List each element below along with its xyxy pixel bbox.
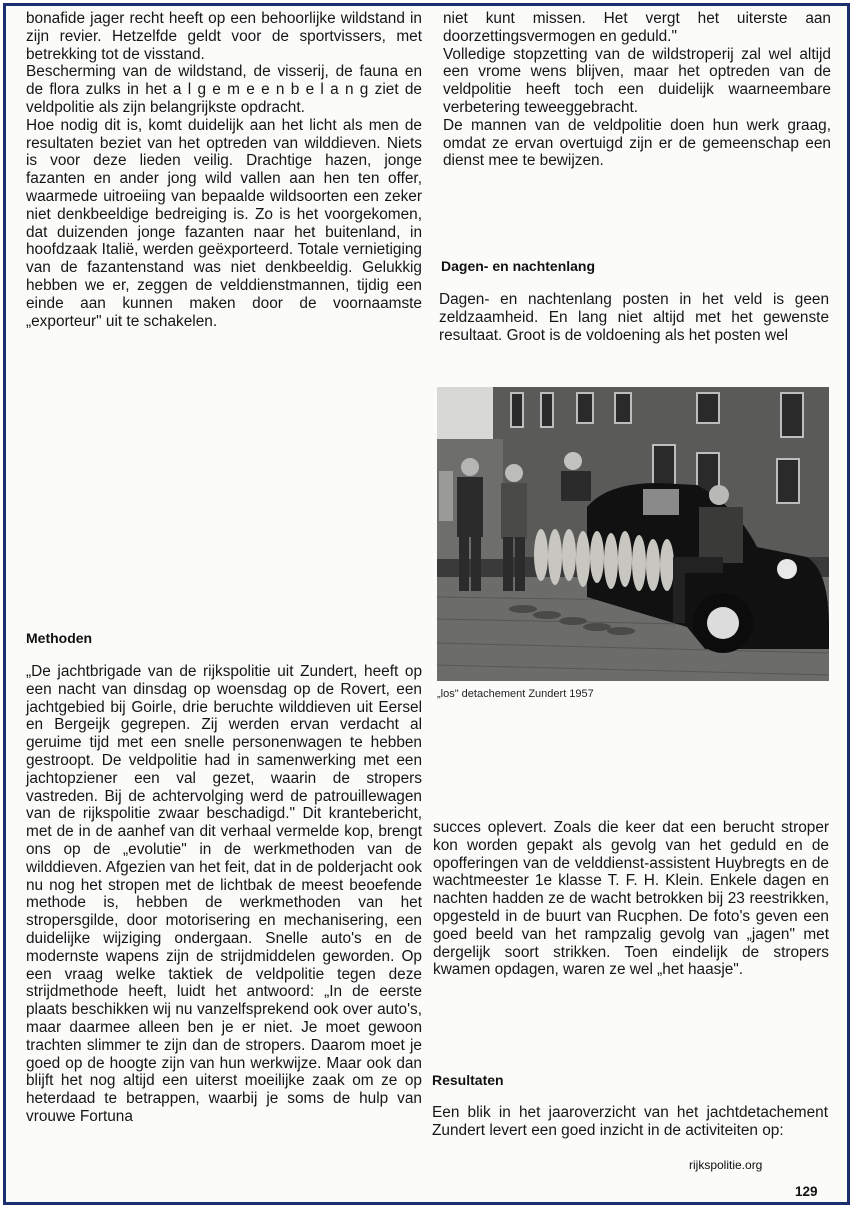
right-column-succes-text: succes oplevert. Zoals die keer dat een berucht stroper kon worden gepakt als gevolg van het geduld en de opofferingen van de velddienst-assistent Huybregts en de wachtmeester 1e klasse T. F. H. Klein. Enkele dagen en nachten hadden ze de wacht betrokken bij 23 reestrikken, opgesteld in de buurt van Rucphen. De foto's geven een goed beeld van het rampzalig gevolg van „jagen" met dergelijk soort strikken. Toen eindelijk de stropers kwamen opdagen, waren ze wel „het haasje". bbox=[433, 819, 829, 979]
photo-illustration bbox=[437, 387, 829, 681]
heading-dagen-en-nachtenlang: Dagen- en nachtenlang bbox=[441, 258, 596, 274]
heading-resultaten: Resultaten bbox=[432, 1072, 504, 1088]
left-column-intro-text: bonafide jager recht heeft op een behoorlijke wildstand in zijn revier. Hetzelfde geldt voor de sportvissers, met betrekking tot de visstand. Bescherming van de wildstand, de visserij, de fauna en de flora zulks in het a l g e m e e n b e l a n g ziet de veldpolitie als zijn belangrijkste opdracht. Hoe nodig dit is, komt duidelijk aan het licht als men de resultaten beziet van het optreden van wilddieven. Niets is voor deze lieden veilig. Drachtige hazen, jonge fazanten en ander jong wild vallen aan hen ten offer, waarmede uitroeiing van bepaalde wildsoorten een zeker niet denkbeeldige bedreiging is. Zo is het voorgekomen, dat duizenden jonge fazanten naar het buitenland, in hoofdzaak Italië, werden geëxporteerd. Totale vernietiging van de fazantenstand was niet denkbeeldig. Gelukkig hebben we er, zeggen de velddienstmannen, tijdig een einde aan kunnen maken door de voornaamste „exporteur" uit te schakelen. bbox=[26, 10, 422, 330]
website-watermark: rijkspolitie.org bbox=[689, 1158, 763, 1172]
right-column-resultaten-text: Een blik in het jaaroverzicht van het jachtdetachement Zundert levert een goed inzicht in de activiteiten op: bbox=[432, 1104, 828, 1139]
page-number: 129 bbox=[795, 1184, 818, 1199]
document-page bbox=[11, 7, 837, 1201]
photo-poachers-car-hares bbox=[437, 387, 829, 681]
left-column-methoden-text: „De jachtbrigade van de rijkspolitie uit Zundert, heeft op een nacht van dinsdag op woensdag op de Rovert, een jachtgebied bij Goirle, drie beruchte wilddieven uit Eersel en Bergeijk gegrepen. Zij werden ervan verdacht al geruime tijd met een snelle personenwagen te hebben gestroopt. De veldpolitie had in samenwerking met een jachtopziener een val gezet, waarin de stropers vastreden. Bij de achtervolging werd de patrouillewagen van de rijkspolitie zwaar beschadigd." Dit krantebericht, met de in de aanhef van dit verhaal vermelde kop, brengt ons op de „evolutie" in de werkmethoden van de wilddieven. Afgezien van het feit, dat in de polderjacht ook nu nog het stropen met de lichtbak de meest beoefende methode is, hebben de werkmethoden van het stropersgilde, door motorisering en mechanisering, een duidelijke wijziging ondergaan. Snelle auto's en de modernste wapens zijn de strijdmiddelen geworden. Op een vraag welke taktiek de veldpolitie tegen deze strijdmethode heeft, luidt het antwoord: „In de eerste plaats beschikken wij nu vanzelfsprekend ook over auto's, maar daarmee alleen ben je er niet. Je moet gewoon trachten slimmer te zijn dan de stropers. Daarom moet je goed op de hoogte zijn van hun werkwijze. Maar ook dan blijft het nog altijd een uiterst moeilijke zaak om ze op heterdaad te betrappen, waarbij je soms de hulp van vrouwe Fortuna bbox=[26, 663, 422, 1125]
heading-methoden: Methoden bbox=[26, 630, 93, 646]
photo-caption: „los" detachement Zundert 1957 bbox=[437, 688, 594, 700]
right-column-dagen-text: Dagen- en nachtenlang posten in het veld is geen zeldzaamheid. En lang niet altijd met het gewenste resultaat. Groot is de voldoening als het posten wel bbox=[439, 291, 829, 344]
right-column-intro-text: niet kunt missen. Het vergt het uiterste aan doorzettingsvermogen en geduld." Volledige stopzetting van de wildstroperij zal wel altijd een vrome wens blijven, maar het optreden van de veldpolitie heeft toch een duidelijk waarneembare verbetering teweeggebracht. De mannen van de veldpolitie doen hun werk graag, omdat ze ervan overtuigd zijn er de gemeenschap een dienst mee te bewijzen. bbox=[443, 10, 831, 170]
